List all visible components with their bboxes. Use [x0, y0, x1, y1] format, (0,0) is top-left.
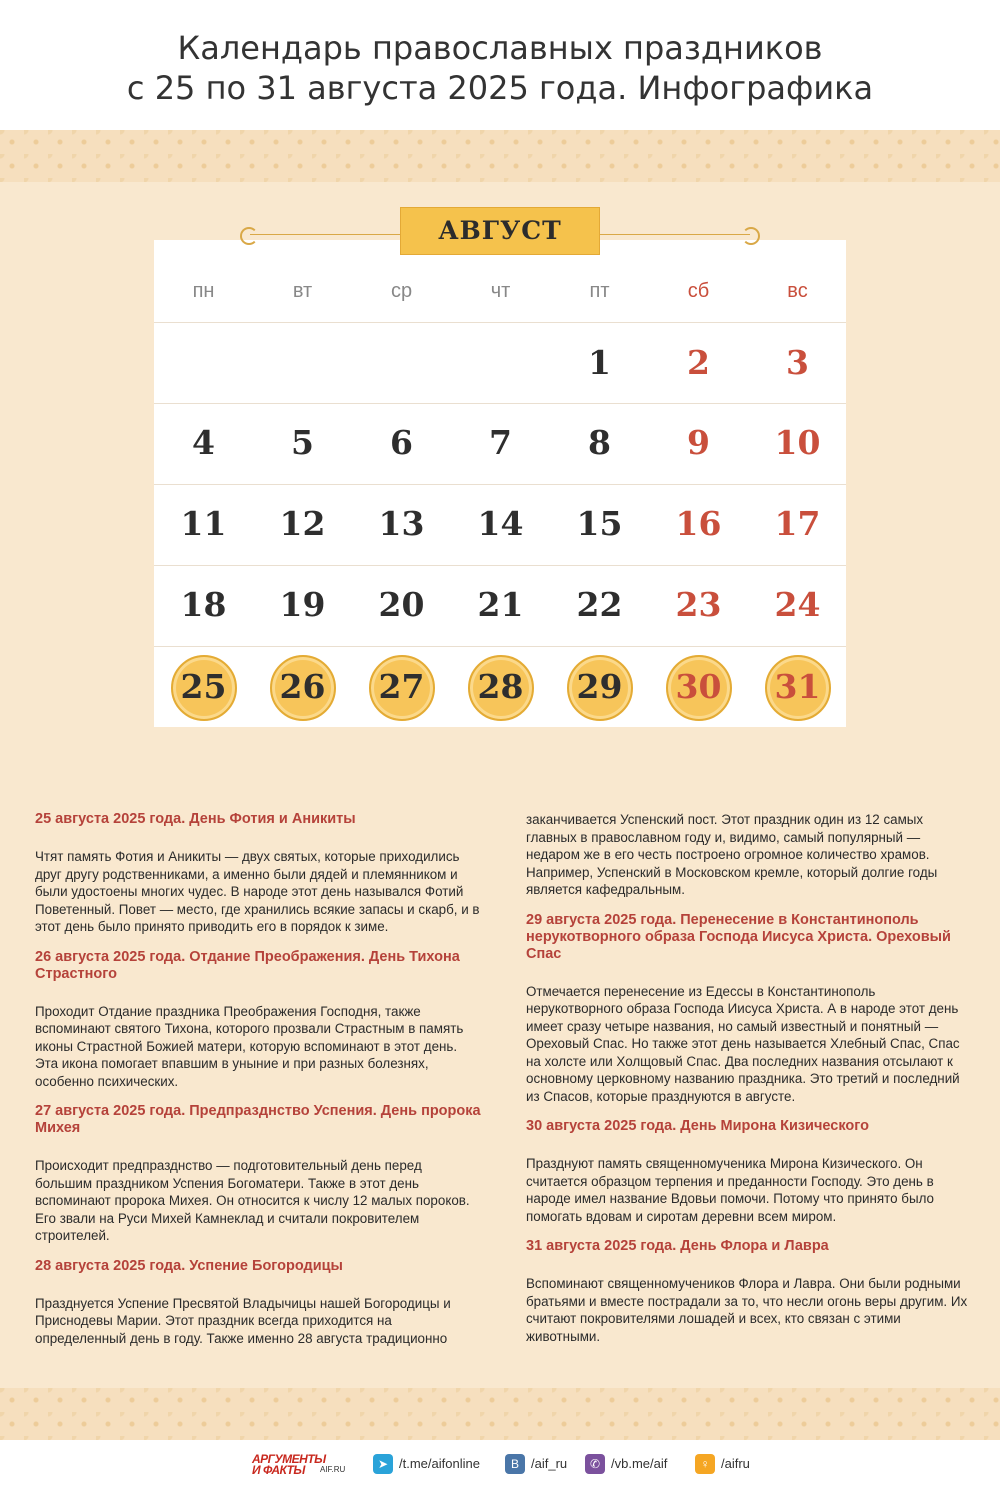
month-header	[240, 207, 760, 253]
divider	[154, 646, 846, 647]
ornament-border-bottom	[0, 1388, 1000, 1440]
calendar-day-highlighted: 29	[576, 667, 623, 706]
logo-text: И ФАКТЫ	[252, 1463, 305, 1477]
calendar-day: 3	[786, 343, 809, 382]
calendar-day-highlighted: 27	[378, 667, 425, 706]
calendar-day: 6	[390, 423, 413, 462]
weekday-sat: сб	[687, 280, 710, 302]
calendar-day: 17	[774, 504, 821, 543]
calendar-day-highlighted: 30	[675, 667, 722, 706]
entry-body-30: Празднуют память священномученика Мирона Кизического. Он считается образцом терпения и преданности Господу. Это день в народе имел название Вдовьи помочи. Потому что принято было помогать вдовам и сиротам деревни всем миром.	[526, 1156, 935, 1224]
divider	[154, 403, 846, 404]
calendar-day: 14	[477, 504, 524, 543]
divider	[250, 234, 400, 235]
ornament-curl-icon	[240, 227, 258, 245]
entry-heading-28: 28 августа 2025 года. Успение Богородицы	[35, 1257, 343, 1274]
month-label: АВГУСТ	[400, 207, 600, 255]
vk-label: /aif_ru	[531, 1456, 568, 1471]
calendar-day: 20	[378, 585, 425, 624]
calendar-day: 7	[489, 423, 512, 462]
weekday-wed: ср	[390, 280, 413, 302]
odnoklassniki-icon: ♀	[695, 1454, 715, 1474]
text-column-right	[526, 811, 972, 1345]
entry-heading-27: 27 августа 2025 года. Предпразднство Успения. День пророка Михея	[35, 1103, 481, 1136]
calendar-day-highlighted: 25	[180, 667, 227, 706]
calendar-day-highlighted: 26	[279, 667, 326, 706]
divider	[600, 234, 750, 235]
ok-label: /aifru	[721, 1456, 750, 1471]
header	[0, 0, 1000, 130]
logo-site: AIF.RU	[320, 1465, 346, 1474]
calendar-day: 10	[774, 423, 821, 462]
text-column-left	[35, 811, 481, 1347]
telegram-icon: ➤	[373, 1454, 393, 1474]
weekday-sun: вс	[787, 280, 808, 302]
telegram-label: /t.me/aifonline	[399, 1456, 480, 1471]
viber-label: /vb.me/aif	[611, 1456, 668, 1471]
calendar-day-highlighted: 31	[774, 667, 821, 706]
calendar-day: 22	[576, 585, 623, 624]
entry-heading-30: 30 августа 2025 года. День Мирона Кизического	[526, 1118, 869, 1134]
calendar-day: 18	[180, 585, 227, 624]
entry-body-29: Отмечается перенесение из Едессы в Константинополь нерукотворного образа Господа Иисуса Христа. А в народе этот день имеет сразу четыре названия, но самый известный и понятный — Ореховый Спас. Но также этот день называется Хлебный Спас, Спас на холсте или Холщовый Спас. Два последних названия отсылают к основному церковному названию праздника. Это третий и последний из Спасов, которые празднуются в августе.	[526, 983, 960, 1104]
entry-heading-29: 29 августа 2025 года. Перенесение в Константинополь нерукотворного образа Господа Иисуса Христа. Ореховый Спас	[526, 911, 951, 962]
ornament-border-top	[0, 130, 1000, 182]
viber-link[interactable]	[585, 1454, 667, 1474]
calendar-day: 23	[675, 585, 722, 624]
footer	[0, 1440, 1000, 1488]
calendar-day: 2	[687, 343, 710, 382]
vk-icon: В	[505, 1454, 525, 1474]
weekday-thu: чт	[490, 280, 511, 302]
page-title-line-2: с 25 по 31 августа 2025 года. Инфографика	[126, 69, 874, 107]
calendar-day: 21	[477, 585, 524, 624]
calendar-day: 19	[279, 585, 326, 624]
calendar-day: 24	[774, 585, 821, 624]
weekday-fri: пт	[589, 280, 610, 302]
divider	[154, 565, 846, 566]
entry-body-26: Проходит Отдание праздника Преображения Господня, также вспоминают святого Тихона, которого прозвали Страстным в память иконы Страстной Божией матери, которую вспоминают в этот день. Эта икона помогает впавшим в уныние и при разных болезнях, особенно психических.	[35, 1003, 464, 1089]
page-title-line-1: Календарь православных праздников	[177, 29, 823, 67]
viber-icon: ✆	[585, 1454, 605, 1474]
calendar-day: 5	[291, 423, 314, 462]
ok-link[interactable]	[695, 1454, 750, 1474]
vk-link[interactable]	[505, 1454, 567, 1474]
divider	[154, 322, 846, 323]
calendar-day: 8	[588, 423, 611, 462]
logo-text: АРГУМЕНТЫ	[252, 1452, 326, 1466]
entry-heading-25: 25 августа 2025 года. День Фотия и Аникиты	[35, 811, 356, 827]
calendar-day: 1	[588, 343, 611, 382]
weekday-mon: пн	[192, 280, 215, 302]
entry-body-25: Чтят память Фотия и Аникиты — двух святых, которые приходились друг другу родственниками, а именно были дядей и племянником и были удостоены многих чудес. В народе этот день назывался Фотий Поветенный. Повет — место, где хранились всякие запасы и скарб, и в этот день было принято приводить его в порядок к зиме.	[35, 849, 480, 934]
entry-body-28-continued: заканчивается Успенский пост. Этот праздник один из 12 самых главных в православном году и, видимо, самый популярный — недаром же в его честь построено огромное количество храмов. Например, Успенский в Московском кремле, который долгие годы является кафедральным.	[526, 812, 938, 897]
calendar-day: 12	[279, 504, 326, 543]
entry-body-28: Празднуется Успение Пресвятой Владычицы нашей Богородицы и Приснодевы Марии. Этот праздник всегда приходится на определенный день в году. Также именно 28 августа традиционно	[35, 1295, 451, 1346]
calendar-day: 13	[378, 504, 425, 543]
aif-logo[interactable]	[252, 1452, 364, 1478]
telegram-link[interactable]	[373, 1454, 480, 1474]
calendar-day: 15	[576, 504, 623, 543]
weekday-tue: вт	[292, 280, 313, 302]
entry-body-31: Вспоминают священномучеников Флора и Лавра. Они были родными братьями и вместе пострадали за то, что несли огонь веры другим. Их считают покровителями лошадей и всех, кто связан с этими животными.	[526, 1276, 968, 1344]
calendar-day: 4	[192, 423, 215, 462]
calendar-day: 9	[687, 423, 710, 462]
calendar-day: 16	[675, 504, 722, 543]
entry-heading-31: 31 августа 2025 года. День Флора и Лавра	[526, 1238, 829, 1254]
calendar-day: 11	[180, 504, 227, 543]
calendar-day-highlighted: 28	[477, 667, 524, 706]
entry-body-27: Происходит предпразднство — подготовительный день перед большим праздником Успения Богоматери. Также в этот день вспоминают пророка Михея. Он относится к числу 12 малых пороков. Его звали на Руси Михей Камнеклад и считали покровителем строителей.	[35, 1158, 470, 1243]
divider	[154, 484, 846, 485]
entry-heading-26: 26 августа 2025 года. Отдание Преображения. День Тихона Страстного	[35, 948, 460, 982]
ornament-curl-icon	[742, 227, 760, 245]
